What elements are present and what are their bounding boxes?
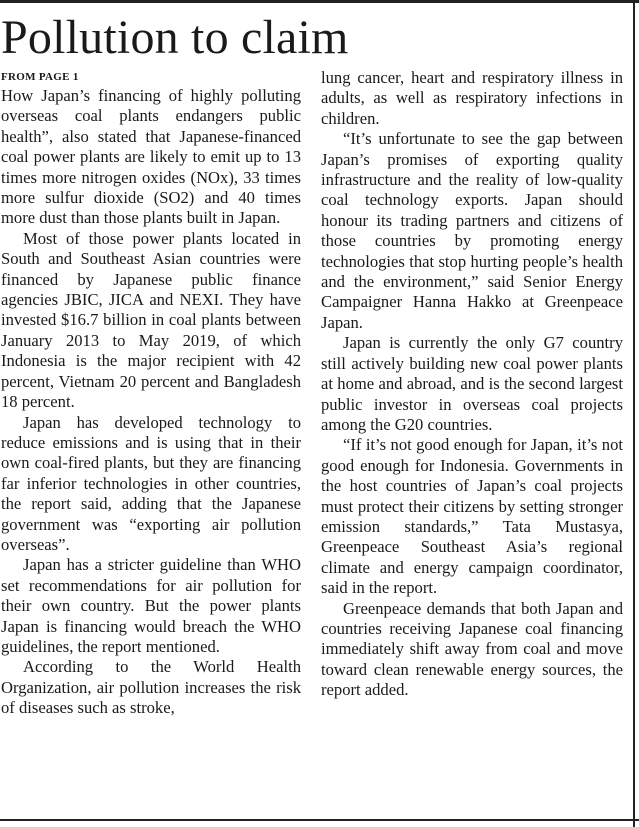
paragraph: Greenpeace demands that both Japan and countries receiving Japanese coal financing immediately shift away from coal and move toward clean renewable energy sources, the report added. bbox=[321, 598, 623, 700]
paragraph: Japan is currently the only G7 country still actively building new coal power plants at home and abroad, and is the second largest public investor in overseas coal projects among the G20 countries. bbox=[321, 333, 623, 434]
paragraph: “It’s unfortunate to see the gap between Japan’s promises of exporting quality infrastructure and the reality of low-quality coal technology exports. Japan should honour its trading partners and citizens of those countries by promoting energy technologies that stop hurting people’s health and the environment,” said Senior Energy Campaigner Hanna Hakko at Greenpeace Japan. bbox=[321, 129, 623, 332]
kicker: FROM PAGE 1 bbox=[1, 71, 79, 83]
paragraph: Japan has a stricter guideline than WHO set recommendations for air pollution for their own country. But the power plants Japan is financing would breach the WHO guidelines, the report mentioned. bbox=[1, 555, 301, 656]
column-border bbox=[633, 0, 635, 827]
paragraph: According to the World Health Organization, air pollution increases the risk of diseases such as stroke, bbox=[1, 657, 301, 718]
right-column bbox=[321, 68, 623, 701]
headline: Pollution to claim bbox=[1, 11, 349, 64]
paragraph: Most of those power plants located in South and Southeast Asian countries were financed by Japanese public finance agencies JBIC, JICA and NEXI. They have invested $16.7 billion in coal plants between January 2013 to May 2019, of which Indonesia is the major recipient with 42 percent, Vietnam 20 percent and Bangladesh 18 percent. bbox=[1, 228, 301, 412]
top-rule bbox=[0, 0, 639, 3]
paragraph: Japan has developed technology to reduce emissions and is using that in their own coal-fired plants, but they are financing far inferior technologies in other countries, the report said, adding that the Japanese government was “exporting air pollution overseas”. bbox=[1, 412, 301, 554]
paragraph: How Japan’s financing of highly polluting overseas coal plants endangers public health”, also stated that Japanese-financed coal power plants are likely to emit up to 13 times more nitrogen oxides (NOx), 33 times more sulfur dioxide (SO2) and 40 times more dust than those plants built in Japan. bbox=[1, 86, 301, 228]
left-column bbox=[1, 68, 301, 719]
paragraph: lung cancer, heart and respiratory illness in adults, as well as respiratory infections in children. bbox=[321, 68, 623, 128]
bottom-rule bbox=[0, 819, 639, 821]
paragraph: “If it’s not good enough for Japan, it’s not good enough for Indonesia. Governments in the host countries of Japan’s coal projects must protect their citizens by setting stronger emission standards,” Tata Mustasya, Greenpeace Southeast Asia’s regional climate and energy campaign coordinator, said in the report. bbox=[321, 435, 623, 598]
